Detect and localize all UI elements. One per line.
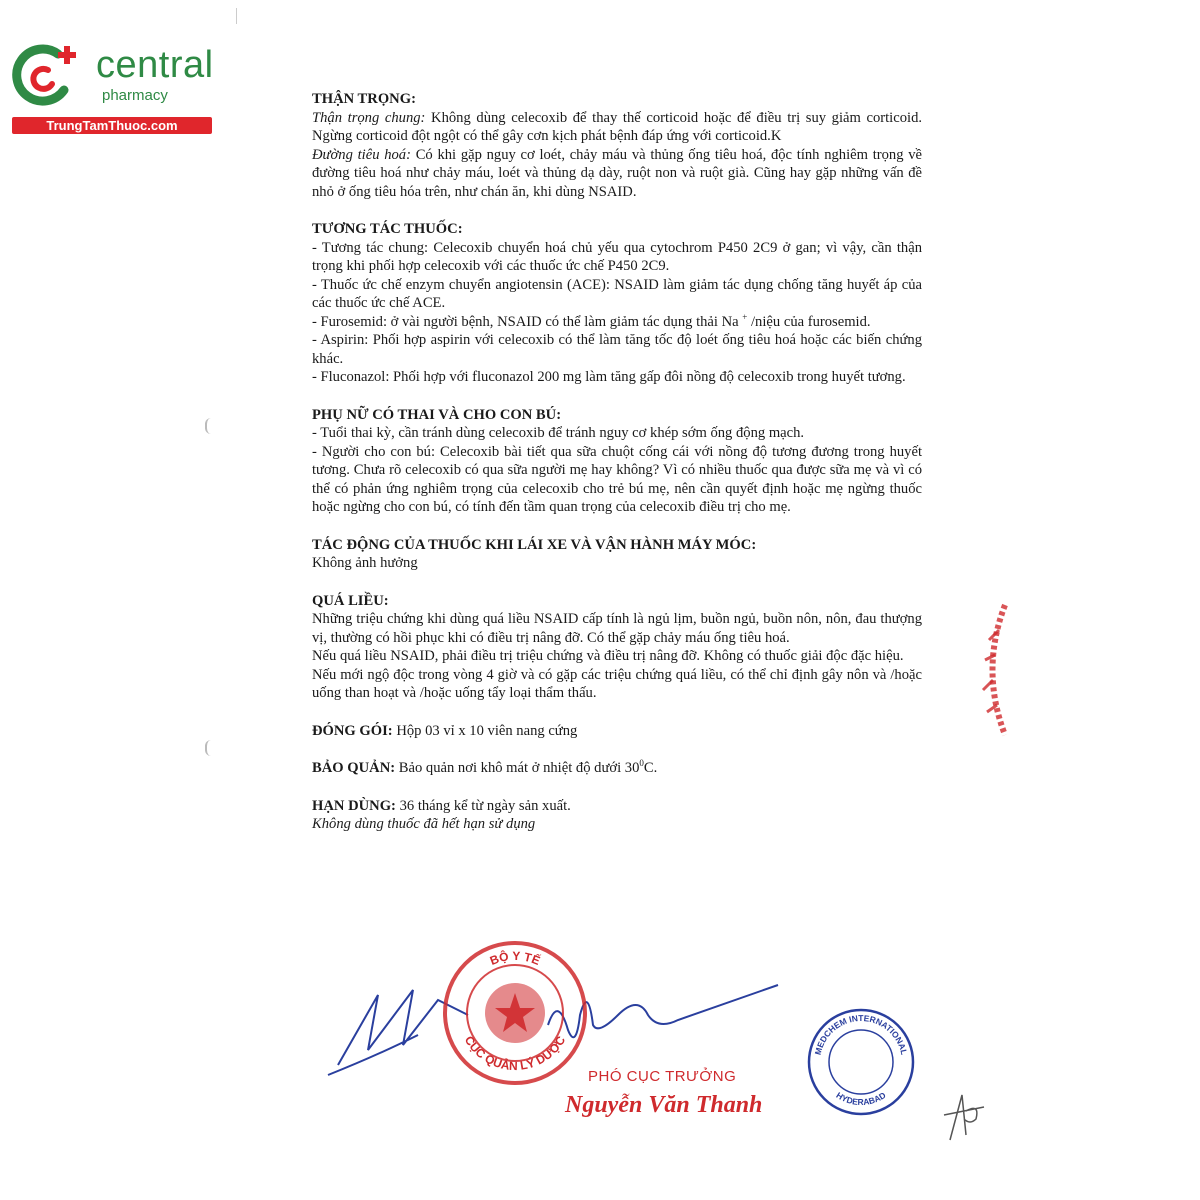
section-caution xyxy=(312,90,922,201)
paragraph-text: Có khi gặp nguy cơ loét, chảy máu và thủng ống tiêu hoá, độc tính nghiêm trọng về đường tiêu hoá như chảy máu, loét và thủng dạ dày, ruột non và ruột già. Cũng hay gặp những vấn đề nhỏ ở ống tiêu hóa trên, như chán ăn, khi dùng NSAID. xyxy=(312,146,922,200)
paragraph xyxy=(312,797,922,816)
paragraph-text: Hộp 03 vỉ x 10 viên nang cứng xyxy=(392,722,578,739)
section-interactions xyxy=(312,220,922,387)
list-item: - Tuổi thai kỳ, cần tránh dùng celecoxib để tránh nguy cơ khép sớm ống động mạch. xyxy=(312,425,805,441)
binder-hole-mark xyxy=(205,418,213,434)
signer-title: PHÓ CỤC TRƯỞNG xyxy=(588,1068,737,1085)
section-storage xyxy=(312,759,922,778)
section-expiry xyxy=(312,797,922,834)
section-overdose xyxy=(312,592,922,703)
section-driving xyxy=(312,536,922,573)
section-pregnancy xyxy=(312,406,922,517)
list-item xyxy=(312,313,922,332)
paragraph-label: Thận trọng chung: xyxy=(312,109,426,126)
list-item: - Aspirin: Phối hợp aspirin với celecoxib có thể làm tăng tốc độ loét ống tiêu hoá hoặc các biến chứng khác. xyxy=(312,332,922,367)
paragraph xyxy=(312,722,922,741)
logo-subtitle: pharmacy xyxy=(102,87,168,104)
list-item: - Tương tác chung: Celecoxib chuyển hoá chủ yếu qua cytochrom P450 2C9 ở gan; vì vậy, cần thận trọng khi phối hợp celecoxib với các thuốc ức chế P450 2C9. xyxy=(312,239,922,274)
list-item: - Fluconazol: Phối hợp với fluconazol 200 mg làm tăng gấp đôi nồng độ celecoxib trong huyết tương. xyxy=(312,369,906,385)
signer-name: Nguyễn Văn Thanh xyxy=(565,1092,763,1118)
stamp-top-text: BỘ Y TẾ xyxy=(487,948,543,968)
stamp-bottom-text: HYDERABAD xyxy=(834,1089,888,1108)
logo-name: central xyxy=(96,44,214,86)
list-item: - Thuốc ức chế enzym chuyển angiotensin (ACE): NSAID làm giảm tác dụng chống tăng huyết áp của các thuốc ức chế ACE. xyxy=(312,276,922,311)
paragraph: Nếu quá liều NSAID, phải điều trị triệu chứng và điều trị nâng đỡ. Không có thuốc giải độc đặc hiệu. xyxy=(312,648,904,664)
inline-heading: ĐÓNG GÓI: xyxy=(312,722,393,739)
central-pharmacy-logo[interactable] xyxy=(8,36,218,136)
list-item: - Người cho con bú: Celecoxib bài tiết qua sữa chuột cống cái với nồng độ tương đương trong huyết tương. Chưa rõ celecoxib có qua sữa người mẹ hay không? Vì có nhiều thuốc qua được sữa mẹ và vì có thể có phản ứng nghiêm trọng của celecoxib cho trẻ bú mẹ, nên cần quyết định hoặc mẹ ngừng thuốc hoặc ngừng cho con bú, có tính đến tầm quan trọng của celecoxib điều trị cho mẹ. xyxy=(312,443,922,515)
stamp-top-text: MEDCHEM INTERNATIONAL xyxy=(812,1012,910,1056)
paragraph: Không ảnh hưởng xyxy=(312,555,418,571)
superscript: + xyxy=(742,311,748,322)
paragraph xyxy=(312,109,922,146)
section-title: TƯƠNG TÁC THUỐC: xyxy=(312,221,463,237)
paragraph-label: Đường tiêu hoá: xyxy=(312,146,411,163)
inline-heading: HẠN DÙNG: xyxy=(312,797,396,814)
svg-text:HYDERABAD xyxy=(834,1090,887,1107)
official-red-stamp xyxy=(440,938,590,1088)
paragraph xyxy=(312,146,922,202)
section-title: PHỤ NỮ CÓ THAI VÀ CHO CON BÚ: xyxy=(312,406,562,423)
logo-banner: TrungTamThuoc.com xyxy=(12,117,212,134)
paragraph-text: 36 tháng kể từ ngày sản xuất. xyxy=(395,797,571,814)
section-packaging xyxy=(312,722,922,741)
binder-hole-mark xyxy=(205,740,213,756)
svg-text:MEDCHEM INTERNATIONAL xyxy=(813,1013,910,1056)
company-blue-stamp xyxy=(806,1007,916,1117)
expiry-note: Không dùng thuốc đã hết hạn sử dụng xyxy=(312,816,536,832)
paragraph-text: Không dùng celecoxib để thay thế corticoid hoặc để điều trị suy giảm corticoid. Ngừng corticoid đột ngột có thể gây cơn kịch phát bệnh đáp ứng với corticoid.K xyxy=(312,109,923,144)
inline-heading: BẢO QUẢN: xyxy=(312,760,396,776)
list-item-text: - Furosemid: ở vài người bệnh, NSAID có thể làm giảm tác dụng thải Na xyxy=(312,313,739,330)
section-title: TÁC ĐỘNG CỦA THUỐC KHI LÁI XE VÀ VẬN HÀNH MÁY MÓC: xyxy=(312,536,757,553)
section-title: THẬN TRỌNG: xyxy=(312,91,416,107)
paragraph-text: Bảo quản nơi khô mát ở nhiệt độ dưới 30 xyxy=(395,760,640,776)
document-body xyxy=(312,90,922,853)
partial-red-stamp xyxy=(975,600,1015,740)
paragraph xyxy=(312,759,922,778)
initial-scribble xyxy=(940,1085,990,1145)
list-item-text: /niệu của furosemid. xyxy=(747,313,871,330)
paragraph-text: C. xyxy=(643,760,658,776)
section-title: QUÁ LIỀU: xyxy=(312,592,389,609)
scan-mark xyxy=(236,8,240,24)
pharmacy-cross-icon xyxy=(12,40,82,110)
paragraph: Những triệu chứng khi dùng quá liều NSAID cấp tính là ngủ lịm, buồn ngủ, buồn nôn, nôn, đau thượng vị, thường có hồi phục khi có điều trị nâng đỡ. Có thể gặp chảy máu ống tiêu hoá. xyxy=(312,611,922,646)
paragraph: Nếu mới ngộ độc trong vòng 4 giờ và có gặp các triệu chứng quá liều, có thể chỉ định gây nôn và /hoặc uống than hoạt và /hoặc uống tẩy loại thẩm thấu. xyxy=(312,666,922,701)
stamp-bottom-text: CỤC QUẢN LÝ DƯỢC xyxy=(461,1033,569,1074)
superscript: 0 xyxy=(639,758,644,769)
